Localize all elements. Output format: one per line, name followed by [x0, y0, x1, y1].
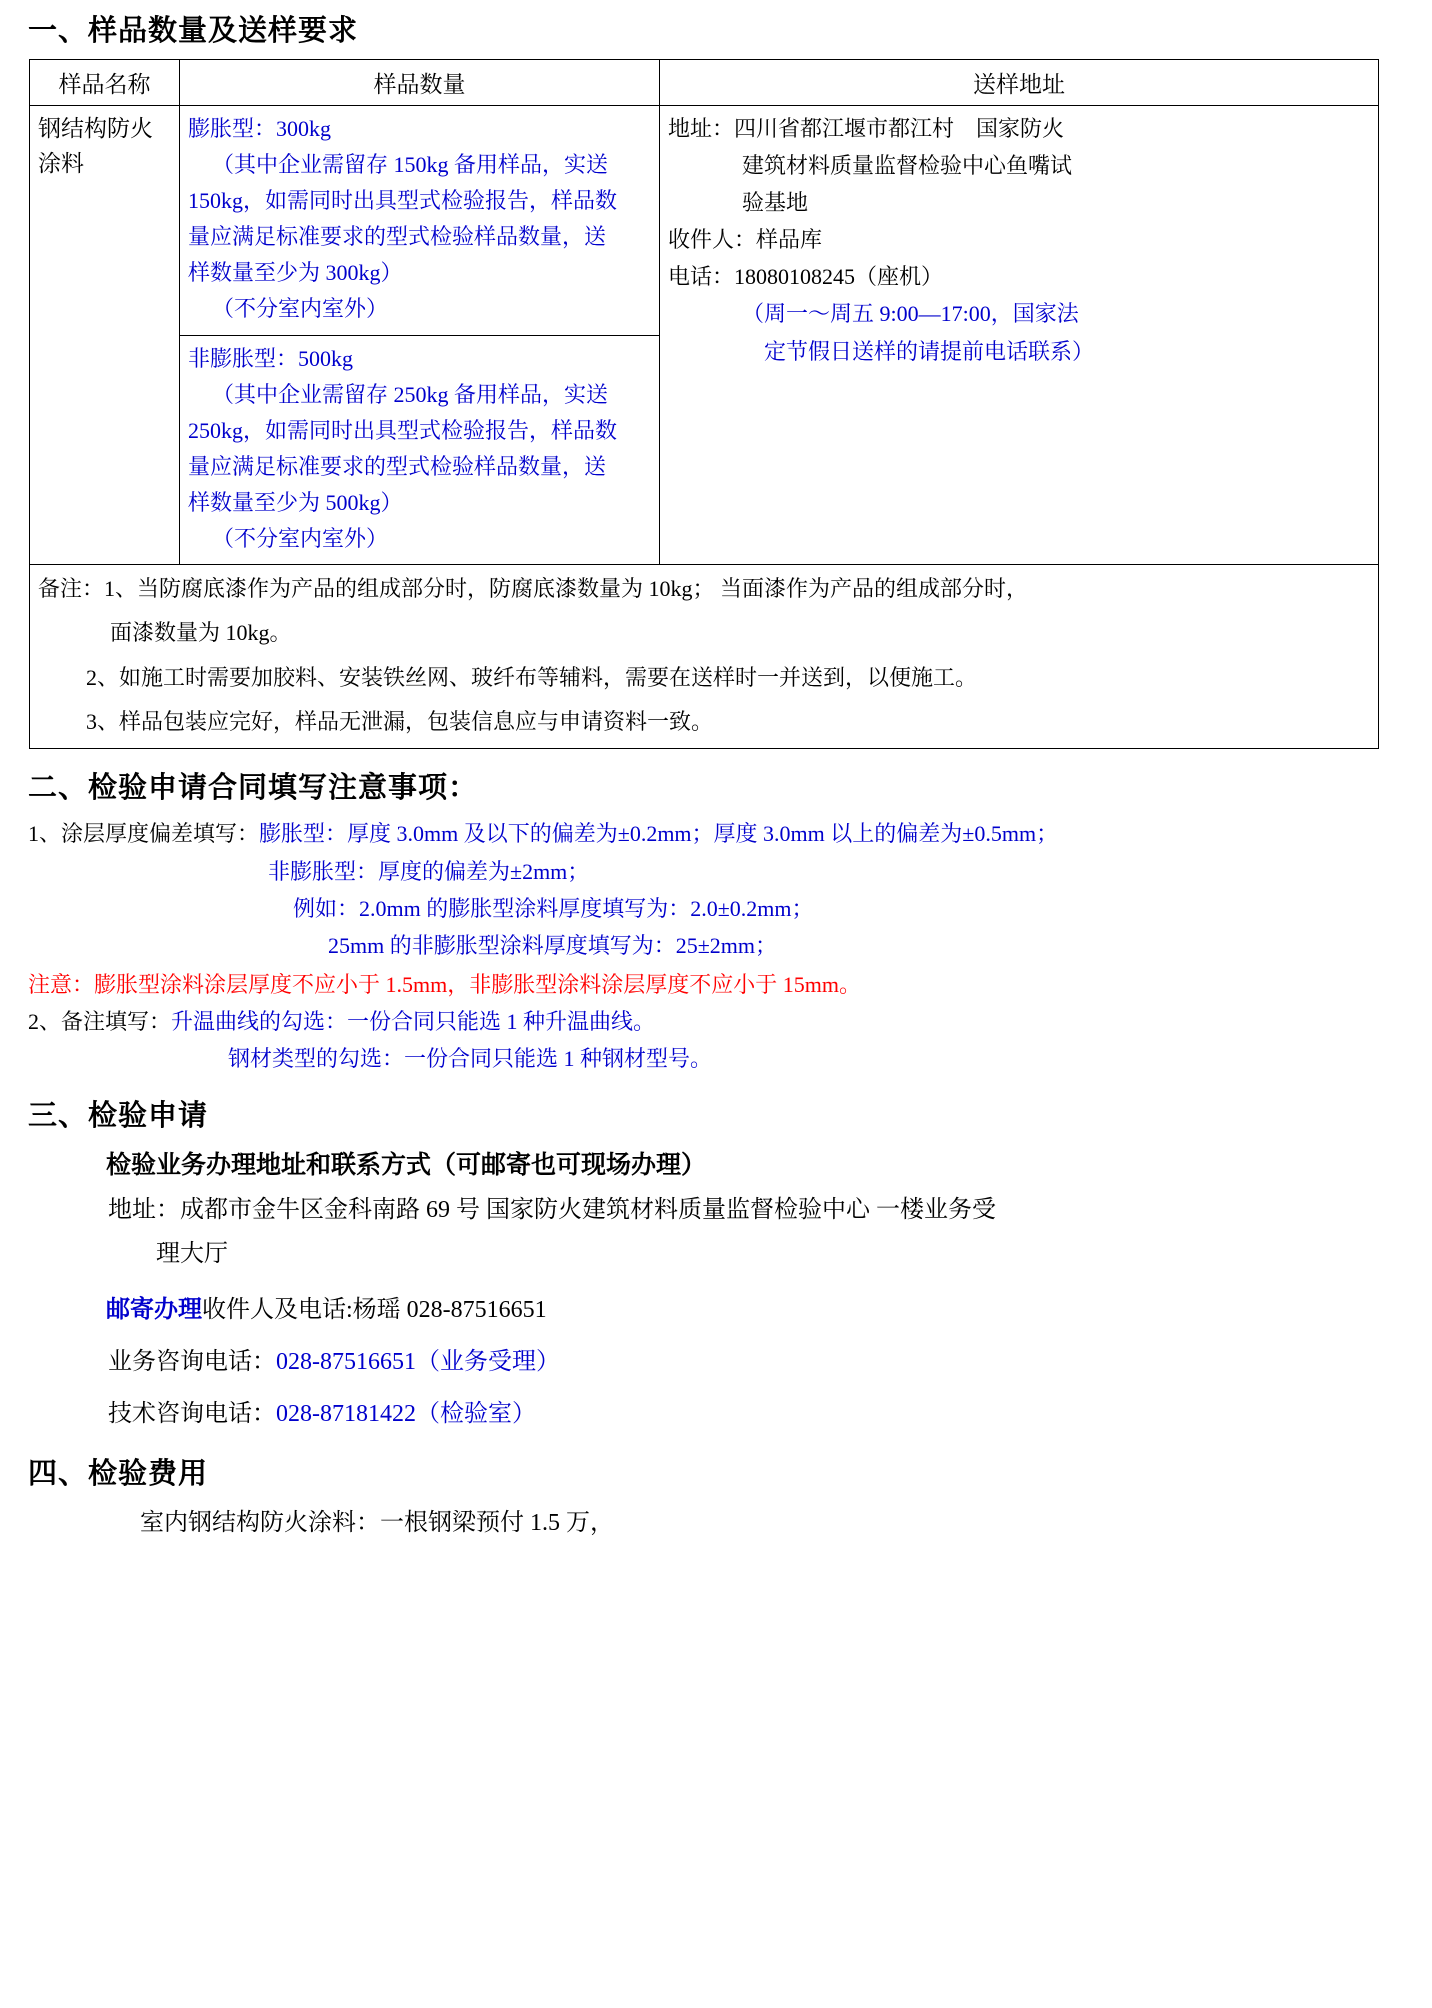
mail-service-label: 邮寄办理 [106, 1297, 202, 1324]
sample-requirements-table [29, 59, 1379, 749]
note-1-line1: 备注：1、当防腐底漆作为产品的组成部分时，防腐底漆数量为 10kg； 当面漆作为产品的组成部分时， [38, 576, 1029, 602]
qty-int-line6: （不分室内室外） [212, 296, 389, 322]
mail-service-value: 收件人及电话:杨瑶 028-87516651 [202, 1297, 547, 1324]
cell-sample-name: 钢结构防火涂料 [30, 106, 180, 565]
section-1-title: 一、样品数量及送样要求 [28, 15, 359, 47]
addr-line3: 验基地 [742, 190, 809, 216]
col-header-sample-qty: 样品数量 [180, 60, 660, 106]
tech-phone-row [28, 1393, 1404, 1435]
service-address-line2: 理大厅 [156, 1241, 228, 1268]
item1-value2: 非膨胀型：厚度的偏差为±2mm； [268, 858, 590, 884]
business-phone-value: 028-87516651（业务受理） [276, 1349, 560, 1376]
addr-phone: 电话：18080108245（座机） [668, 264, 944, 290]
service-subtitle-main: 检验业务办理地址和联系方式 [106, 1151, 432, 1179]
service-address-line1: 地址：成都市金牛区金科南路 69 号 国家防火建筑材料质量监督检验中心 一楼业务受 [108, 1197, 996, 1224]
addr-line1: 地址：四川省都江堰市都江村 国家防火 [668, 116, 1065, 141]
addr-line2: 建筑材料质量监督检验中心鱼嘴试 [742, 153, 1073, 179]
qty-non-line2: （其中企业需留存 250kg 备用样品，实送 [212, 381, 609, 407]
addr-hours-line2: 定节假日送样的请提前电话联系） [764, 338, 1095, 364]
document-page [0, 8, 1432, 1547]
qty-int-line3: 150kg，如需同时出具型式检验报告，样品数 [188, 188, 618, 214]
item1-value4: 25mm 的非膨胀型涂料厚度填写为：25±2mm； [328, 932, 778, 958]
qty-int-line1: 膨胀型：300kg [188, 116, 332, 141]
item1-value3: 例如：2.0mm 的膨胀型涂料厚度填写为：2.0±0.2mm； [293, 895, 814, 921]
section-3-body [28, 1144, 1404, 1436]
qty-int-line2: （其中企业需留存 150kg 备用样品，实送 [212, 152, 609, 178]
tech-phone-label: 技术咨询电话： [108, 1401, 276, 1428]
item2-row [28, 1004, 1404, 1039]
item1-value1: 膨胀型：厚度 3.0mm 及以下的偏差为±0.2mm；厚度 3.0mm 以上的偏差为±0.5mm； [259, 821, 1059, 847]
item1-label: 1、涂层厚度偏差填写： [28, 821, 260, 847]
item1-warning: 注意：膨胀型涂料涂层厚度不应小于 1.5mm，非膨胀型涂料涂层厚度不应小于 15mm。 [28, 972, 861, 998]
cell-notes [30, 565, 1379, 749]
table-row-intumescent [30, 106, 1379, 336]
section-3-title: 三、检验申请 [28, 1099, 209, 1132]
qty-int-line5: 样数量至少为 300kg） [188, 260, 403, 286]
qty-non-line1: 非膨胀型：500kg [188, 345, 354, 371]
section-4-title: 四、检验费用 [28, 1458, 209, 1491]
addr-recipient: 收件人：样品库 [668, 227, 823, 253]
qty-non-line4: 量应满足标准要求的型式检验样品数量，送 [188, 453, 607, 479]
service-subtitle-note: （可邮寄也可现场办理） [431, 1151, 707, 1179]
item1-row [28, 816, 1404, 851]
col-header-delivery-address: 送样地址 [660, 60, 1379, 106]
note-2: 2、如施工时需要加胶料、安装铁丝网、玻纤布等辅料，需要在送样时一并送到，以便施工。 [86, 664, 978, 690]
section-2-title: 二、检验申请合同填写注意事项： [28, 772, 479, 805]
cell-qty-intumescent [180, 106, 660, 336]
section-2-body [28, 816, 1404, 1076]
cell-delivery-address [660, 106, 1379, 565]
item2-label: 2、备注填写： [28, 1009, 172, 1035]
note-3: 3、样品包装应完好，样品无泄漏，包装信息应与申请资料一致。 [86, 709, 714, 735]
cell-qty-non-intumescent [180, 335, 660, 565]
tech-phone-value: 028-87181422（检验室） [276, 1401, 536, 1428]
note-1-line2: 面漆数量为 10kg。 [110, 620, 292, 646]
section-4-line1: 室内钢结构防火涂料：一根钢梁预付 1.5 万， [140, 1510, 614, 1537]
item2-value2: 钢材类型的勾选：一份合同只能选 1 种钢材型号。 [228, 1046, 713, 1072]
qty-non-line5: 样数量至少为 500kg） [188, 489, 403, 515]
service-subtitle [28, 1144, 1404, 1188]
table-header-row [30, 60, 1379, 106]
qty-non-line3: 250kg，如需同时出具型式检验报告，样品数 [188, 417, 618, 443]
business-phone-row [28, 1341, 1404, 1383]
table-row-notes [30, 565, 1379, 749]
business-phone-label: 业务咨询电话： [108, 1349, 276, 1376]
col-header-sample-name: 样品名称 [30, 60, 180, 106]
item2-value1: 升温曲线的勾选：一份合同只能选 1 种升温曲线。 [171, 1009, 656, 1035]
addr-hours-line1: （周一～周五 9:00—17:00，国家法 [742, 301, 1079, 327]
qty-non-line6: （不分室内室外） [212, 526, 389, 552]
mail-service-row [28, 1289, 1404, 1331]
qty-int-line4: 量应满足标准要求的型式检验样品数量，送 [188, 224, 607, 250]
